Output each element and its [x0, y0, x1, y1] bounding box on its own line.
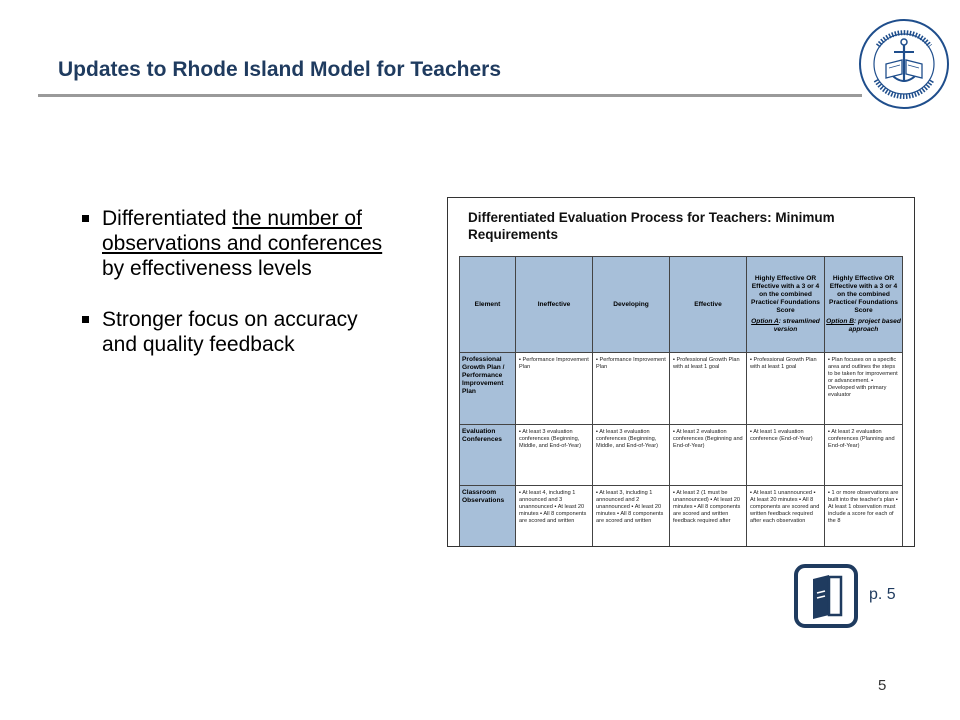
square-bullet-icon [82, 215, 89, 222]
table-cell: ▪ 1 or more observations are built into the teacher's plan ▪ At least 1 observation must include a score for each of the 8 [825, 486, 903, 548]
table-cell: ▪ At least 3, including 1 announced and 2 unannounced ▪ At least 20 minutes ▪ All 8 components are scored and written [593, 486, 670, 548]
table-row [460, 486, 903, 548]
row-header: Professional Growth Plan / Performance Improvement Plan [460, 353, 516, 425]
column-header: Developing [593, 257, 670, 353]
table-cell: ▪ At least 1 unannounced ▪ At least 20 minutes ▪ All 8 components are scored and written feedback required after each observation [747, 486, 825, 548]
table-cell: ▪ Professional Growth Plan with at least 1 goal [670, 353, 747, 425]
column-header: Element [460, 257, 516, 353]
row-header: Evaluation Conferences [460, 425, 516, 486]
underlined-phrase: the number of observations and conferences [102, 207, 383, 255]
table-cell: ▪ At least 1 evaluation conference (End-of-Year) [747, 425, 825, 486]
table-header-row [460, 257, 903, 353]
page-title: Updates to Rhode Island Model for Teachers [58, 58, 502, 81]
bullet-item-stronger-focus: Stronger focus on accuracy and quality feedback [78, 307, 398, 357]
table-cell: ▪ Performance Improvement Plan [593, 353, 670, 425]
table-cell: ▪ At least 3 evaluation conferences (Beginning, Middle, and End-of-Year) [516, 425, 593, 486]
document-title: Differentiated Evaluation Process for Teachers: Minimum Requirements [468, 210, 835, 242]
table-cell: ▪ Professional Growth Plan with at least 1 goal [747, 353, 825, 425]
table-cell: ▪ Plan focuses on a specific area and outlines the steps to be taken for improvement or advancement. ▪ Developed with primary evaluator [825, 353, 903, 425]
slide-page-number: 5 [878, 677, 887, 694]
table-cell: ▪ At least 2 evaluation conferences (Planning and End-of-Year) [825, 425, 903, 486]
evaluation-requirements-table [459, 256, 903, 547]
table-cell: ▪ At least 4, including 1 announced and 3 unannounced ▪ At least 20 minutes ▪ All 8 components are scored and written [516, 486, 593, 548]
column-header: Highly Effective OR Effective with a 3 or 4 on the combined Practice/ Foundations Score Option B: project based approach [825, 257, 903, 353]
square-bullet-icon [82, 316, 89, 323]
table-cell: ▪ At least 2 (1 must be unannounced) ▪ At least 20 minutes ▪ All 8 components are scored and written feedback required after [670, 486, 747, 548]
column-header: Highly Effective OR Effective with a 3 or 4 on the combined Practice/ Foundations Score Option A: streamlined version [747, 257, 825, 353]
column-header: Ineffective [516, 257, 593, 353]
table-row [460, 425, 903, 486]
table-cell: ▪ At least 2 evaluation conferences (Beginning and End-of-Year) [670, 425, 747, 486]
table-cell: ▪ At least 3 evaluation conferences (Beginning, Middle, and End-of-Year) [593, 425, 670, 486]
document-excerpt-image [447, 197, 915, 547]
bullet-item-differentiated: Differentiated the number of observations and conferences by effectiveness levels [78, 206, 398, 281]
table-row [460, 353, 903, 425]
ri-board-of-regents-seal [856, 16, 952, 112]
column-header: Effective [670, 257, 747, 353]
page-reference[interactable]: p. 5 [869, 586, 896, 603]
title-divider [38, 94, 862, 97]
bullet-list [78, 206, 398, 383]
table-cell: ▪ Performance Improvement Plan [516, 353, 593, 425]
guidebook-link-icon[interactable] [793, 563, 859, 629]
row-header: Classroom Observations [460, 486, 516, 548]
